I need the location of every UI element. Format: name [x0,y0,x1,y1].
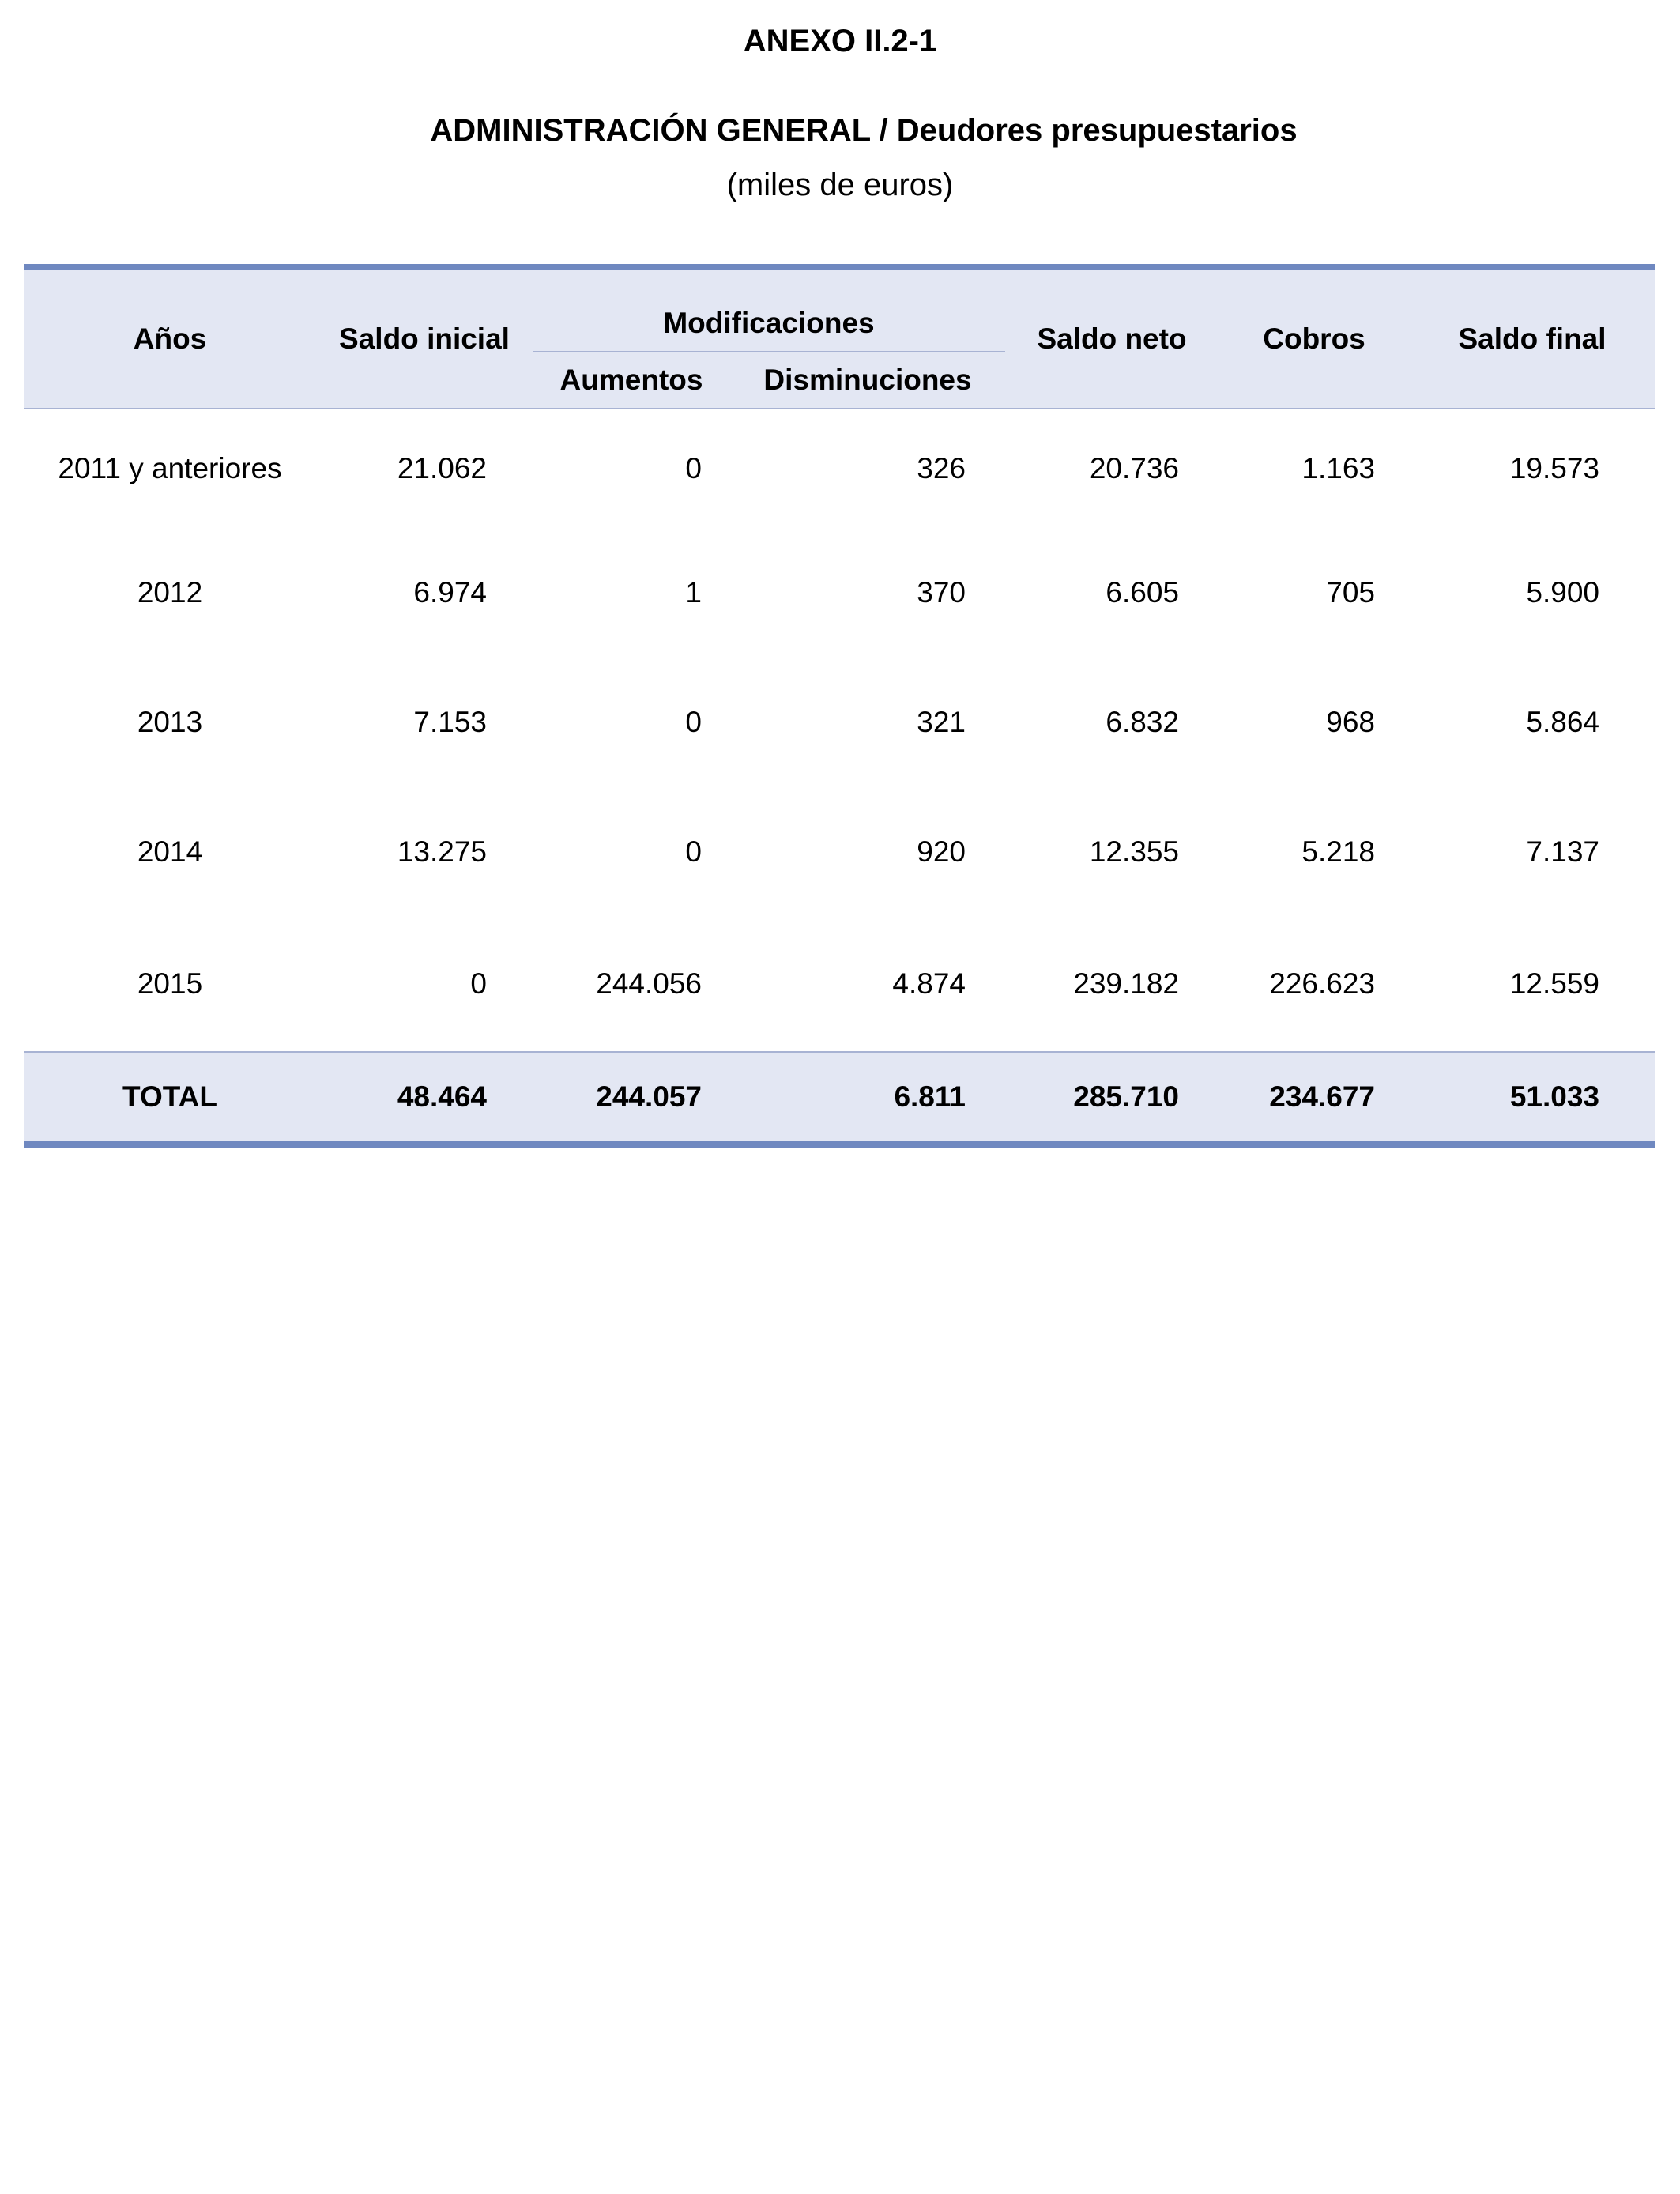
header-anos: Años [24,267,316,409]
cell-saldo-final: 12.559 [1509,967,1599,1000]
cell-disminuciones: 326 [917,452,966,484]
table-row [24,658,1655,787]
cell-disminuciones: 920 [917,835,966,868]
cell-disminuciones: 370 [917,576,966,609]
total-cobros: 234.677 [1219,1052,1410,1144]
cell-saldo-neto: 20.736 [1089,452,1179,484]
cell-saldo-neto: 6.832 [1106,706,1179,738]
header-saldo-inicial: Saldo inicial [316,267,533,409]
cell-aumentos: 0 [685,706,702,738]
header-disminuciones: Disminuciones [730,352,1005,409]
cell-year: 2011 y anteriores [58,452,282,484]
cell-cobros: 1.163 [1301,452,1375,484]
table-row [24,917,1655,1052]
header-cobros: Cobros [1219,267,1410,409]
total-disminuciones: 6.811 [730,1052,1005,1144]
cell-year: 2014 [137,835,203,868]
cell-cobros: 226.623 [1269,967,1375,1000]
total-saldo-inicial: 48.464 [316,1052,533,1144]
cell-aumentos: 0 [685,835,702,868]
cell-cobros: 968 [1326,706,1375,738]
cell-year: 2012 [137,576,203,609]
cell-saldo-inicial: 13.275 [397,835,487,868]
cell-saldo-neto: 239.182 [1073,967,1179,1000]
total-row [24,1052,1655,1144]
total-saldo-final: 51.033 [1410,1052,1655,1144]
header-modificaciones: Modificaciones [533,267,1005,352]
units-subtitle: (miles de euros) [726,168,954,202]
total-saldo-neto: 285.710 [1005,1052,1219,1144]
cell-saldo-final: 5.900 [1526,576,1599,609]
cell-saldo-inicial: 21.062 [397,452,487,484]
annex-title: ANEXO II.2-1 [743,24,937,58]
cell-aumentos: 0 [685,452,702,484]
cell-saldo-final: 5.864 [1526,706,1599,738]
header-saldo-neto: Saldo neto [1005,267,1219,409]
cell-saldo-inicial: 7.153 [413,706,487,738]
header-saldo-final: Saldo final [1410,267,1655,409]
cell-aumentos: 244.056 [596,967,702,1000]
table-row [24,528,1655,658]
page-title: ADMINISTRACIÓN GENERAL / Deudores presupuestarios [430,113,1298,148]
cell-disminuciones: 321 [917,706,966,738]
table-row [24,409,1655,528]
cell-saldo-neto: 6.605 [1106,576,1179,609]
cell-saldo-inicial: 0 [470,967,487,1000]
cell-cobros: 705 [1326,576,1375,609]
header-aumentos: Aumentos [533,352,730,409]
cell-cobros: 5.218 [1301,835,1375,868]
cell-disminuciones: 4.874 [892,967,966,1000]
cell-saldo-inicial: 6.974 [413,576,487,609]
cell-year: 2015 [137,967,203,1000]
total-label: TOTAL [24,1052,316,1144]
total-aumentos: 244.057 [533,1052,730,1144]
cell-saldo-final: 7.137 [1526,835,1599,868]
cell-saldo-final: 19.573 [1509,452,1599,484]
cell-year: 2013 [137,706,203,738]
table-row [24,787,1655,917]
cell-aumentos: 1 [685,576,702,609]
cell-saldo-neto: 12.355 [1089,835,1179,868]
debtors-table [24,264,1655,1148]
debtors-table-container [24,264,1655,1148]
